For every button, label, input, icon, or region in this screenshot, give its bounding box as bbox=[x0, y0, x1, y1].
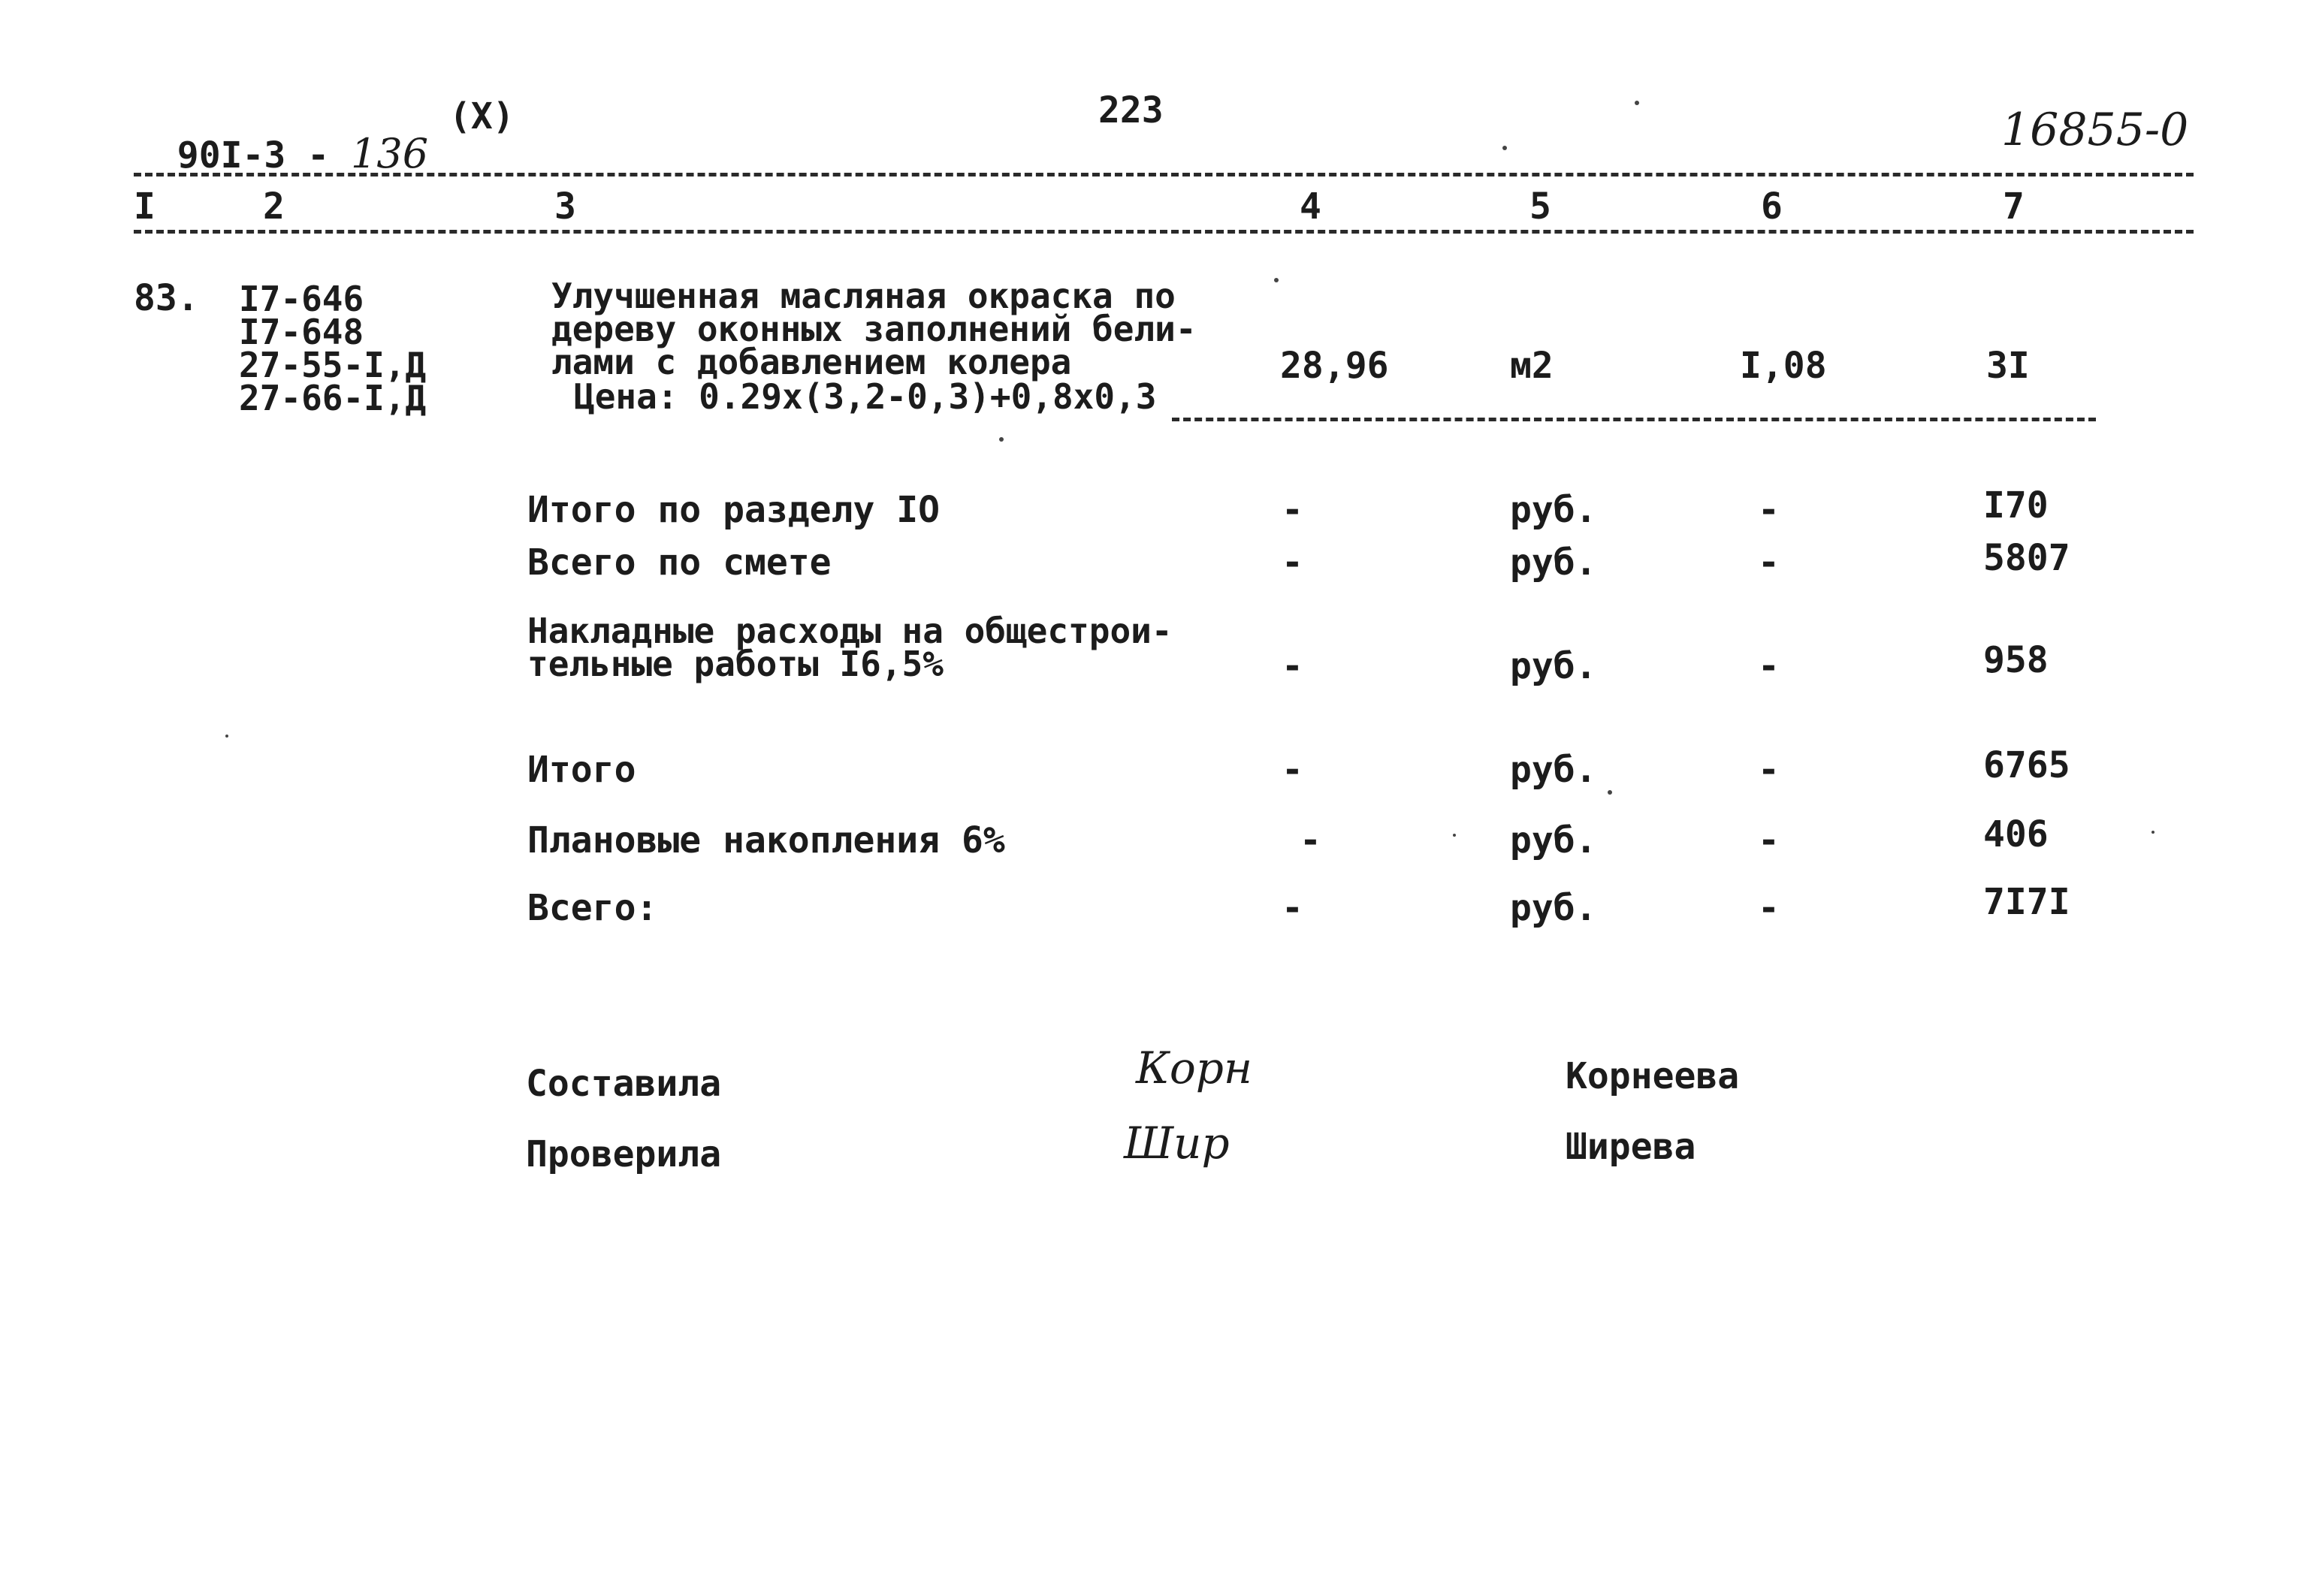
scan-speck bbox=[1502, 146, 1507, 150]
summary-quantity: - bbox=[1300, 819, 1321, 861]
compiled-by-signature: Корн bbox=[1136, 1042, 1253, 1094]
column-number-7: 7 bbox=[2003, 186, 2025, 228]
column-number-5: 5 bbox=[1529, 186, 1551, 228]
header-rule-top bbox=[134, 173, 2194, 176]
summary-price: - bbox=[1758, 489, 1780, 531]
page-number: 223 bbox=[1098, 89, 1164, 131]
summary-quantity: - bbox=[1282, 887, 1303, 929]
item-code: 27-55-I,Д bbox=[239, 345, 427, 385]
item-description-line: дереву оконных заполнений бели- bbox=[551, 309, 1197, 349]
summary-label: Итого bbox=[527, 749, 636, 791]
item-description-line: Улучшенная масляная окраска по bbox=[551, 276, 1176, 316]
column-number-2: 2 bbox=[263, 186, 285, 228]
scan-speck bbox=[999, 437, 1004, 442]
volume-label: (X) bbox=[449, 95, 515, 137]
summary-label: Плановые накопления 6% bbox=[527, 819, 1005, 861]
summary-unit: руб. bbox=[1510, 542, 1597, 584]
summary-price: - bbox=[1758, 819, 1780, 861]
summary-label: Всего по смете bbox=[527, 542, 832, 584]
document-code bbox=[134, 98, 429, 177]
summary-quantity: - bbox=[1282, 645, 1303, 687]
scan-speck bbox=[1453, 834, 1456, 837]
summary-quantity: - bbox=[1282, 749, 1303, 791]
summary-quantity: - bbox=[1282, 489, 1303, 531]
column-number-6: 6 bbox=[1761, 186, 1783, 228]
scan-speck bbox=[1635, 101, 1639, 105]
summary-amount: 958 bbox=[1983, 639, 2049, 681]
summary-unit: руб. bbox=[1510, 749, 1597, 791]
summary-price: - bbox=[1758, 749, 1780, 791]
compiled-by-name: Корнеева bbox=[1566, 1055, 1740, 1097]
item-code: I7-646 bbox=[239, 279, 364, 319]
column-number-3: 3 bbox=[554, 186, 576, 228]
summary-amount: I70 bbox=[1983, 484, 2049, 526]
item-description-line: лами с добавлением колера bbox=[551, 342, 1072, 382]
document-code-printed: 90I-3 - bbox=[177, 134, 351, 176]
summary-label: Накладные расходы на общестрои- тельные работы I6,5% bbox=[527, 611, 1173, 684]
item-rule bbox=[1172, 418, 2096, 421]
item-unit: м2 bbox=[1510, 345, 1554, 387]
summary-unit: руб. bbox=[1510, 489, 1597, 531]
item-unit-price: I,08 bbox=[1740, 345, 1827, 387]
summary-price: - bbox=[1758, 542, 1780, 584]
summary-label: Всего: bbox=[527, 887, 658, 929]
summary-price: - bbox=[1758, 887, 1780, 929]
summary-amount: 406 bbox=[1983, 813, 2049, 855]
summary-unit: руб. bbox=[1510, 887, 1597, 929]
header-rule-bottom bbox=[134, 230, 2194, 234]
compiled-by-label: Составила bbox=[526, 1063, 722, 1105]
scan-speck bbox=[1274, 278, 1279, 282]
scan-speck bbox=[225, 735, 228, 738]
summary-unit: руб. bbox=[1510, 819, 1597, 861]
item-quantity: 28,96 bbox=[1280, 345, 1389, 387]
scan-speck bbox=[2151, 831, 2155, 834]
archive-number: 16855-0 bbox=[2001, 104, 2189, 156]
checked-by-signature: Шир bbox=[1124, 1118, 1230, 1169]
summary-amount: 6765 bbox=[1983, 744, 2070, 786]
summary-label: Итого по разделу IO bbox=[527, 489, 941, 531]
item-code: 27-66-I,Д bbox=[239, 378, 427, 418]
document-code-handwritten: 136 bbox=[350, 130, 429, 177]
item-index: 83. bbox=[134, 277, 199, 319]
summary-price: - bbox=[1758, 645, 1780, 687]
summary-amount: 5807 bbox=[1983, 537, 2070, 579]
summary-amount: 7I7I bbox=[1983, 881, 2070, 923]
column-number-4: 4 bbox=[1300, 186, 1321, 228]
item-code: I7-648 bbox=[239, 312, 364, 352]
summary-quantity: - bbox=[1282, 542, 1303, 584]
item-total: 3I bbox=[1986, 345, 2030, 387]
item-price-formula: Цена: 0.29х(3,2-0,3)+0,8х0,3 bbox=[574, 376, 1157, 417]
summary-unit: руб. bbox=[1510, 645, 1597, 687]
column-number-1: I bbox=[134, 186, 156, 228]
checked-by-label: Проверила bbox=[526, 1133, 722, 1175]
scan-speck bbox=[1608, 790, 1612, 795]
checked-by-name: Ширева bbox=[1566, 1126, 1696, 1168]
